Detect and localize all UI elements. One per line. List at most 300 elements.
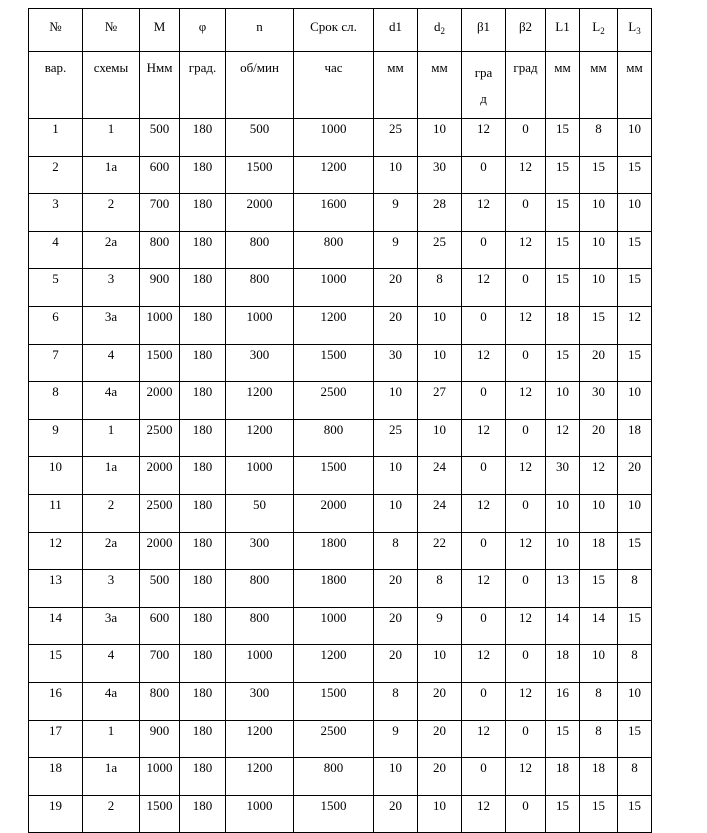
table-cell: 1200: [226, 720, 294, 758]
table-cell: 2500: [294, 382, 374, 420]
table-cell: 180: [180, 231, 226, 269]
table-cell: 10: [580, 645, 618, 683]
table-cell: 3а: [83, 607, 140, 645]
unit-label: Нмм: [146, 60, 173, 75]
table-cell: 900: [140, 720, 180, 758]
table-cell: 30: [546, 457, 580, 495]
table-cell: 7: [29, 344, 83, 382]
table-cell: 12: [462, 119, 506, 157]
table-cell: 25: [374, 419, 418, 457]
header-label: n: [256, 19, 263, 34]
table-cell: 9: [29, 419, 83, 457]
unit-label: мм: [387, 60, 404, 75]
table-cell: 15: [618, 269, 652, 307]
table-cell: 20: [418, 720, 462, 758]
table-cell: 500: [226, 119, 294, 157]
unit-cell: [462, 52, 506, 119]
table-cell: 800: [294, 758, 374, 796]
header-label: d1: [389, 19, 402, 34]
table-cell: 13: [546, 570, 580, 608]
table-cell: 4: [83, 645, 140, 683]
table-cell: 12: [506, 758, 546, 796]
table-cell: 10: [618, 494, 652, 532]
table-cell: 12: [462, 494, 506, 532]
table-cell: 12: [506, 382, 546, 420]
table-row: [29, 382, 652, 420]
table-cell: 0: [462, 306, 506, 344]
table-cell: 2500: [294, 720, 374, 758]
table-cell: 10: [374, 156, 418, 194]
table-cell: 12: [506, 682, 546, 720]
table-row: [29, 457, 652, 495]
table-cell: 15: [546, 119, 580, 157]
table-cell: 12: [506, 156, 546, 194]
table-cell: 900: [140, 269, 180, 307]
table-cell: 1: [29, 119, 83, 157]
header-cell: [546, 9, 580, 52]
table-cell: 1а: [83, 156, 140, 194]
table-cell: 2: [29, 156, 83, 194]
table-cell: 2: [83, 795, 140, 833]
table-cell: 15: [546, 156, 580, 194]
table-cell: 15: [546, 194, 580, 232]
unit-cell: [180, 52, 226, 119]
table-cell: 600: [140, 607, 180, 645]
header-label: d: [434, 19, 441, 34]
table-row: [29, 645, 652, 683]
table-row: [29, 306, 652, 344]
unit-label: мм: [626, 60, 643, 75]
table-cell: 15: [618, 720, 652, 758]
header-cell: [580, 9, 618, 52]
table-cell: 0: [462, 382, 506, 420]
table-cell: 4а: [83, 682, 140, 720]
table-cell: 15: [580, 795, 618, 833]
table-cell: 25: [418, 231, 462, 269]
table-cell: 0: [462, 758, 506, 796]
table-cell: 15: [618, 231, 652, 269]
table-cell: 1200: [226, 382, 294, 420]
table-cell: 27: [418, 382, 462, 420]
table-cell: 25: [374, 119, 418, 157]
table-cell: 0: [462, 532, 506, 570]
table-cell: 10: [580, 194, 618, 232]
table-cell: 3: [83, 269, 140, 307]
table-cell: 12: [580, 457, 618, 495]
table-cell: 18: [580, 758, 618, 796]
table-cell: 10: [546, 494, 580, 532]
table-cell: 0: [462, 607, 506, 645]
table-cell: 10: [418, 419, 462, 457]
table-cell: 16: [546, 682, 580, 720]
table-row: [29, 795, 652, 833]
unit-label: схемы: [93, 60, 129, 75]
table-cell: 1200: [294, 156, 374, 194]
table-cell: 15: [580, 156, 618, 194]
table-cell: 3а: [83, 306, 140, 344]
table-cell: 180: [180, 194, 226, 232]
table-row: [29, 607, 652, 645]
header-subscript: 2: [600, 26, 605, 36]
table-cell: 16: [29, 682, 83, 720]
table-cell: 10: [418, 795, 462, 833]
table-cell: 10: [546, 382, 580, 420]
table-cell: 24: [418, 457, 462, 495]
table-cell: 1500: [294, 682, 374, 720]
table-cell: 18: [546, 758, 580, 796]
table-row: [29, 570, 652, 608]
table-cell: 15: [546, 344, 580, 382]
unit-label: час: [324, 60, 343, 75]
table-cell: 2000: [140, 382, 180, 420]
table-cell: 12: [462, 194, 506, 232]
table-cell: 9: [374, 194, 418, 232]
header-cell: [374, 9, 418, 52]
table-cell: 12: [506, 532, 546, 570]
table-cell: 1200: [226, 758, 294, 796]
unit-cell: [546, 52, 580, 119]
header-label: β2: [518, 19, 533, 34]
table-cell: 4а: [83, 382, 140, 420]
table-cell: 2а: [83, 532, 140, 570]
table-cell: 300: [226, 344, 294, 382]
table-cell: 180: [180, 795, 226, 833]
table-cell: 300: [226, 532, 294, 570]
table-cell: 0: [506, 344, 546, 382]
table-cell: 10: [618, 382, 652, 420]
table-cell: 800: [294, 419, 374, 457]
table-cell: 20: [580, 344, 618, 382]
table-cell: 700: [140, 645, 180, 683]
table-cell: 1500: [140, 344, 180, 382]
table-cell: 4: [29, 231, 83, 269]
table-cell: 0: [506, 494, 546, 532]
table-cell: 2000: [140, 532, 180, 570]
table-cell: 12: [462, 720, 506, 758]
table-cell: 10: [580, 494, 618, 532]
table-cell: 6: [29, 306, 83, 344]
table-cell: 18: [618, 419, 652, 457]
header-subscript: 3: [636, 26, 641, 36]
table-cell: 500: [140, 570, 180, 608]
table-cell: 180: [180, 269, 226, 307]
table-cell: 17: [29, 720, 83, 758]
table-cell: 30: [418, 156, 462, 194]
header-label: L: [592, 19, 601, 34]
table-cell: 600: [140, 156, 180, 194]
unit-label: об/мин: [240, 60, 279, 75]
table-cell: 12: [506, 457, 546, 495]
table-cell: 20: [374, 269, 418, 307]
table-cell: 15: [580, 570, 618, 608]
table-cell: 1а: [83, 457, 140, 495]
header-label: β1: [476, 19, 491, 34]
table-cell: 8: [374, 532, 418, 570]
table-cell: 20: [580, 419, 618, 457]
table-cell: 8: [580, 720, 618, 758]
table-cell: 3: [83, 570, 140, 608]
header-label: №: [49, 19, 62, 34]
header-row-titles: [29, 9, 652, 52]
header-cell: [180, 9, 226, 52]
table-cell: 12: [29, 532, 83, 570]
table-cell: 10: [374, 382, 418, 420]
table-cell: 0: [506, 269, 546, 307]
table-cell: 12: [462, 570, 506, 608]
table-cell: 15: [618, 532, 652, 570]
table-cell: 15: [546, 720, 580, 758]
table-cell: 800: [140, 682, 180, 720]
unit-cell: [506, 52, 546, 119]
table-cell: 2500: [140, 419, 180, 457]
table-body: [29, 9, 652, 833]
header-label: L1: [555, 19, 570, 34]
variants-table: [28, 8, 652, 833]
table-cell: 180: [180, 156, 226, 194]
unit-cell: [580, 52, 618, 119]
table-cell: 20: [374, 795, 418, 833]
header-label: Срок сл.: [310, 19, 357, 34]
table-cell: 9: [374, 231, 418, 269]
table-cell: 1000: [140, 758, 180, 796]
table-cell: 15: [29, 645, 83, 683]
table-cell: 1000: [226, 306, 294, 344]
table-cell: 2500: [140, 494, 180, 532]
table-cell: 1200: [294, 306, 374, 344]
unit-label: вар.: [44, 60, 67, 75]
table-cell: 180: [180, 419, 226, 457]
header-cell: [462, 9, 506, 52]
header-cell: [83, 9, 140, 52]
table-cell: 1800: [294, 570, 374, 608]
table-cell: 10: [546, 532, 580, 570]
table-cell: 1500: [294, 795, 374, 833]
table-cell: 9: [418, 607, 462, 645]
table-cell: 700: [140, 194, 180, 232]
table-cell: 8: [618, 645, 652, 683]
table-cell: 0: [506, 645, 546, 683]
unit-cell: [140, 52, 180, 119]
table-cell: 10: [618, 194, 652, 232]
table-cell: 15: [580, 306, 618, 344]
table-cell: 300: [226, 682, 294, 720]
table-cell: 180: [180, 382, 226, 420]
table-cell: 10: [618, 119, 652, 157]
table-cell: 800: [226, 570, 294, 608]
table-cell: 14: [29, 607, 83, 645]
table-cell: 1500: [226, 156, 294, 194]
table-cell: 1: [83, 119, 140, 157]
table-cell: 180: [180, 119, 226, 157]
table-cell: 12: [462, 645, 506, 683]
table-cell: 15: [618, 795, 652, 833]
table-cell: 2а: [83, 231, 140, 269]
table-cell: 12: [462, 269, 506, 307]
unit-cell: [29, 52, 83, 119]
table-cell: 12: [462, 419, 506, 457]
table-cell: 1600: [294, 194, 374, 232]
table-cell: 0: [462, 156, 506, 194]
table-cell: 20: [374, 607, 418, 645]
table-cell: 180: [180, 682, 226, 720]
table-cell: 0: [506, 720, 546, 758]
table-cell: 20: [374, 306, 418, 344]
table-cell: 5: [29, 269, 83, 307]
table-row: [29, 119, 652, 157]
table-cell: 20: [418, 682, 462, 720]
table-cell: 9: [374, 720, 418, 758]
table-cell: 12: [618, 306, 652, 344]
table-cell: 10: [618, 682, 652, 720]
unit-cell: [226, 52, 294, 119]
table-cell: 14: [580, 607, 618, 645]
header-cell: [294, 9, 374, 52]
header-cell: [226, 9, 294, 52]
table-cell: 1500: [294, 457, 374, 495]
unit-label: град: [513, 60, 538, 75]
table-cell: 10: [418, 645, 462, 683]
table-cell: 2000: [140, 457, 180, 495]
table-cell: 50: [226, 494, 294, 532]
unit-cell: [374, 52, 418, 119]
table-cell: 15: [546, 795, 580, 833]
table-cell: 180: [180, 607, 226, 645]
table-cell: 180: [180, 344, 226, 382]
table-cell: 500: [140, 119, 180, 157]
table-row: [29, 720, 652, 758]
table-row: [29, 494, 652, 532]
table-cell: 1: [83, 720, 140, 758]
table-cell: 12: [506, 306, 546, 344]
table-cell: 18: [580, 532, 618, 570]
unit-label: мм: [554, 60, 571, 75]
table-cell: 10: [374, 758, 418, 796]
table-cell: 10: [580, 231, 618, 269]
table-cell: 19: [29, 795, 83, 833]
header-label: φ: [198, 19, 207, 34]
table-cell: 10: [374, 494, 418, 532]
table-cell: 1а: [83, 758, 140, 796]
table-cell: 180: [180, 645, 226, 683]
unit-cell: [618, 52, 652, 119]
header-label: М: [153, 19, 166, 34]
table-cell: 180: [180, 758, 226, 796]
table-cell: 8: [580, 682, 618, 720]
table-row: [29, 532, 652, 570]
table-cell: 180: [180, 494, 226, 532]
table-cell: 30: [374, 344, 418, 382]
table-cell: 12: [546, 419, 580, 457]
unit-label: град.: [188, 60, 217, 75]
table-cell: 8: [418, 570, 462, 608]
table-cell: 0: [506, 795, 546, 833]
table-cell: 3: [29, 194, 83, 232]
table-cell: 20: [374, 570, 418, 608]
table-row: [29, 231, 652, 269]
header-label: L: [628, 19, 637, 34]
table-cell: 8: [618, 570, 652, 608]
table-row: [29, 758, 652, 796]
table-cell: 1200: [294, 645, 374, 683]
table-cell: 18: [546, 306, 580, 344]
table-cell: 15: [618, 607, 652, 645]
table-cell: 1: [83, 419, 140, 457]
table-cell: 1000: [294, 607, 374, 645]
table-cell: 0: [506, 419, 546, 457]
table-cell: 10: [29, 457, 83, 495]
table-cell: 180: [180, 306, 226, 344]
table-cell: 12: [462, 795, 506, 833]
table-cell: 13: [29, 570, 83, 608]
table-cell: 11: [29, 494, 83, 532]
table-cell: 12: [506, 231, 546, 269]
table-cell: 24: [418, 494, 462, 532]
table-cell: 15: [618, 344, 652, 382]
table-cell: 12: [506, 607, 546, 645]
header-row-units: [29, 52, 652, 119]
table-cell: 20: [618, 457, 652, 495]
header-cell: [506, 9, 546, 52]
table-cell: 22: [418, 532, 462, 570]
table-cell: 0: [506, 570, 546, 608]
table-cell: 10: [418, 119, 462, 157]
table-cell: 1000: [294, 269, 374, 307]
table-cell: 8: [29, 382, 83, 420]
table-cell: 180: [180, 570, 226, 608]
unit-cell: [418, 52, 462, 119]
table-cell: 18: [29, 758, 83, 796]
table-row: [29, 194, 652, 232]
unit-label: мм: [431, 60, 448, 75]
table-row: [29, 269, 652, 307]
table-cell: 800: [226, 269, 294, 307]
table-cell: 8: [418, 269, 462, 307]
table-cell: 180: [180, 457, 226, 495]
table-row: [29, 344, 652, 382]
table-cell: 10: [580, 269, 618, 307]
table-cell: 1000: [226, 457, 294, 495]
table-cell: 14: [546, 607, 580, 645]
table-cell: 800: [226, 607, 294, 645]
table-cell: 10: [374, 457, 418, 495]
table-cell: 2000: [294, 494, 374, 532]
table-row: [29, 419, 652, 457]
table-cell: 15: [546, 231, 580, 269]
unit-label: мм: [590, 60, 607, 75]
table-cell: 10: [418, 344, 462, 382]
table-cell: 0: [462, 682, 506, 720]
table-cell: 1800: [294, 532, 374, 570]
header-label: №: [104, 19, 118, 34]
table-cell: 18: [546, 645, 580, 683]
table-cell: 1000: [226, 645, 294, 683]
table-cell: 12: [462, 344, 506, 382]
table-cell: 0: [506, 119, 546, 157]
table-cell: 8: [374, 682, 418, 720]
table-cell: 1200: [226, 419, 294, 457]
table-cell: 4: [83, 344, 140, 382]
table-cell: 8: [618, 758, 652, 796]
table-cell: 28: [418, 194, 462, 232]
table-cell: 800: [226, 231, 294, 269]
table-cell: 1000: [294, 119, 374, 157]
table-cell: 8: [580, 119, 618, 157]
header-cell: [140, 9, 180, 52]
unit-label: град: [474, 65, 493, 106]
table-cell: 2: [83, 194, 140, 232]
table-cell: 2: [83, 494, 140, 532]
table-row: [29, 156, 652, 194]
